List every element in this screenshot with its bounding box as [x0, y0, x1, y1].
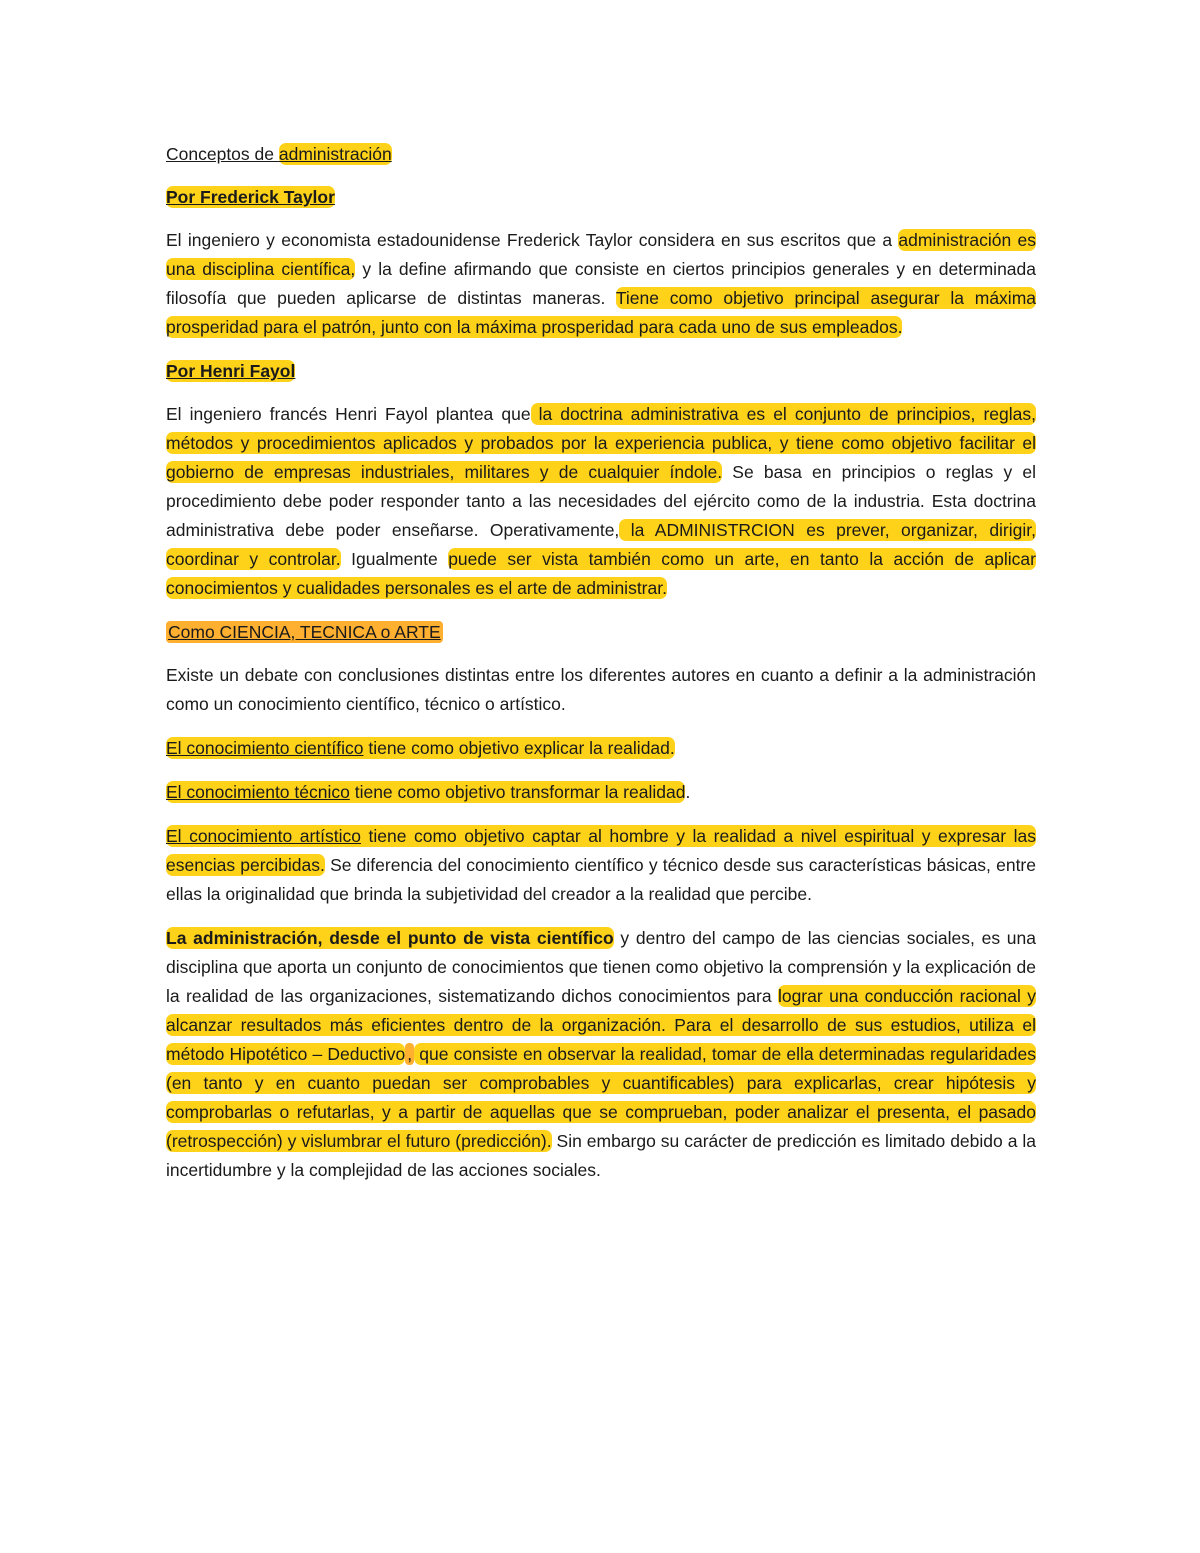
highlight-text: la ADMINISTRCION es prever, organizar, dirigir, coordinar y controlar. — [166, 520, 1036, 569]
highlight-bold: La administración, desde el punto de vista científico — [166, 928, 614, 948]
highlight-text: Tiene como objetivo principal asegurar la máxima prosperidad para el patrón, junto con la máxima prosperidad para cada uno de sus empleados. — [166, 288, 1036, 337]
heading-taylor: Por Frederick Taylor — [166, 187, 335, 207]
paragraph-artistico: El conocimiento artístico tiene como objetivo captar al hombre y la realidad a nivel espiritual y expresar las esencias percibidas. Se diferencia del conocimiento científico y técnico desde sus características básicas, entre ellas la originalidad que brinda la subjetividad del creador a la realidad que percibe. — [166, 826, 1037, 904]
document-page — [166, 140, 1036, 1200]
paragraph-tecnico: El conocimiento técnico tiene como objetivo transformar la realidad. — [166, 782, 691, 802]
highlight-text: la doctrina administrativa es el conjunto de principios, reglas, métodos y procedimientos aplicados y probados por la experiencia publica, y tiene como objetivo facilitar el gobierno de empresas industriales, militares y de cualquier índole. — [166, 404, 1037, 482]
paragraph-administracion: La administración, desde el punto de vista científico y dentro del campo de las ciencias sociales, es una disciplina que aporta un conjunto de conocimientos que tienen como objetivo la comprensión y la explicación de la realidad de las organizaciones, sistematizando dichos conocimientos para lograr una conducción racional y alcanzar resultados más eficientes dentro de la organización. Para el desarrollo de sus estudios, utiliza el método Hipotético – Deductivo , que consiste en observar la realidad, tomar de ella determinadas regularidades (en tanto y en cuanto puedan ser comprobables y cuantificables) para explicarlas, crear hipótesis y comprobarlas o refutarlas, y a partir de aquellas que se comprueban, poder analizar el presenta, el pasado (retrospección) y vislumbrar el futuro (predicción). Sin embargo su carácter de predicción es limitado debido a la incertidumbre y la complejidad de las acciones sociales. — [166, 928, 1037, 1180]
paragraph-fayol: El ingeniero francés Henri Fayol plantea que la doctrina administrativa es el conjunto de principios, reglas, métodos y procedimientos aplicados y probados por la experiencia publica, y tiene como objetivo facilitar el gobierno de empresas industriales, militares y de cualquier índole. Se basa en principios o reglas y el procedimiento debe poder responder tanto a las necesidades del ejército como de la industria. Esta doctrina administrativa debe poder enseñarse. Operativamente, la ADMINISTRCION es prever, organizar, dirigir, coordinar y controlar. Igualmente puede ser vista también como un arte, en tanto la acción de aplicar conocimientos y cualidades personales es el arte de administrar. — [166, 404, 1037, 598]
highlight-text: lograr una conducción racional y alcanzar resultados más eficientes dentro de la organización. Para el desarrollo de sus estudios, utiliza el método Hipotético – Deductivo — [166, 986, 1036, 1064]
highlight-text: que consiste en observar la realidad, tomar de ella determinadas regularidades (en tanto y en cuanto puedan ser comprobables y cuantificables) para explicarlas, crear hipótesis y comprobarlas o refutarlas, y a partir de aquellas que se comprueban, poder analizar el presenta, el pasado (retrospección) y vislumbrar el futuro (predicción). — [166, 1044, 1037, 1151]
title-highlight: administración — [278, 144, 392, 164]
page-title — [166, 140, 1036, 169]
paragraph-debate: Existe un debate con conclusiones distintas entre los diferentes autores en cuanto a definir a la administración como un conocimiento científico, técnico o artístico. — [166, 665, 1036, 714]
highlight-text: administración es una disciplina científica, — [166, 230, 1037, 279]
heading-ciencia: Como CIENCIA, TECNICA o ARTE — [168, 622, 441, 642]
paragraph-cientifico: El conocimiento científico tiene como objetivo explicar la realidad. — [166, 738, 675, 758]
heading-fayol: Por Henri Fayol — [166, 361, 296, 381]
paragraph-taylor: El ingeniero y economista estadounidense Frederick Taylor considera en sus escritos que a administración es una disciplina científica, y la define afirmando que consiste en ciertos principios generales y en determinada filosofía que pueden aplicarse de distintas maneras. Tiene como objetivo principal asegurar la máxima prosperidad para el patrón, junto con la máxima prosperidad para cada uno de sus empleados. — [166, 230, 1037, 337]
highlight-text: puede ser vista también como un arte, en tanto la acción de aplicar conocimientos y cualidades personales es el arte de administrar. — [166, 549, 1036, 598]
title-prefix: Conceptos de — [166, 144, 279, 164]
